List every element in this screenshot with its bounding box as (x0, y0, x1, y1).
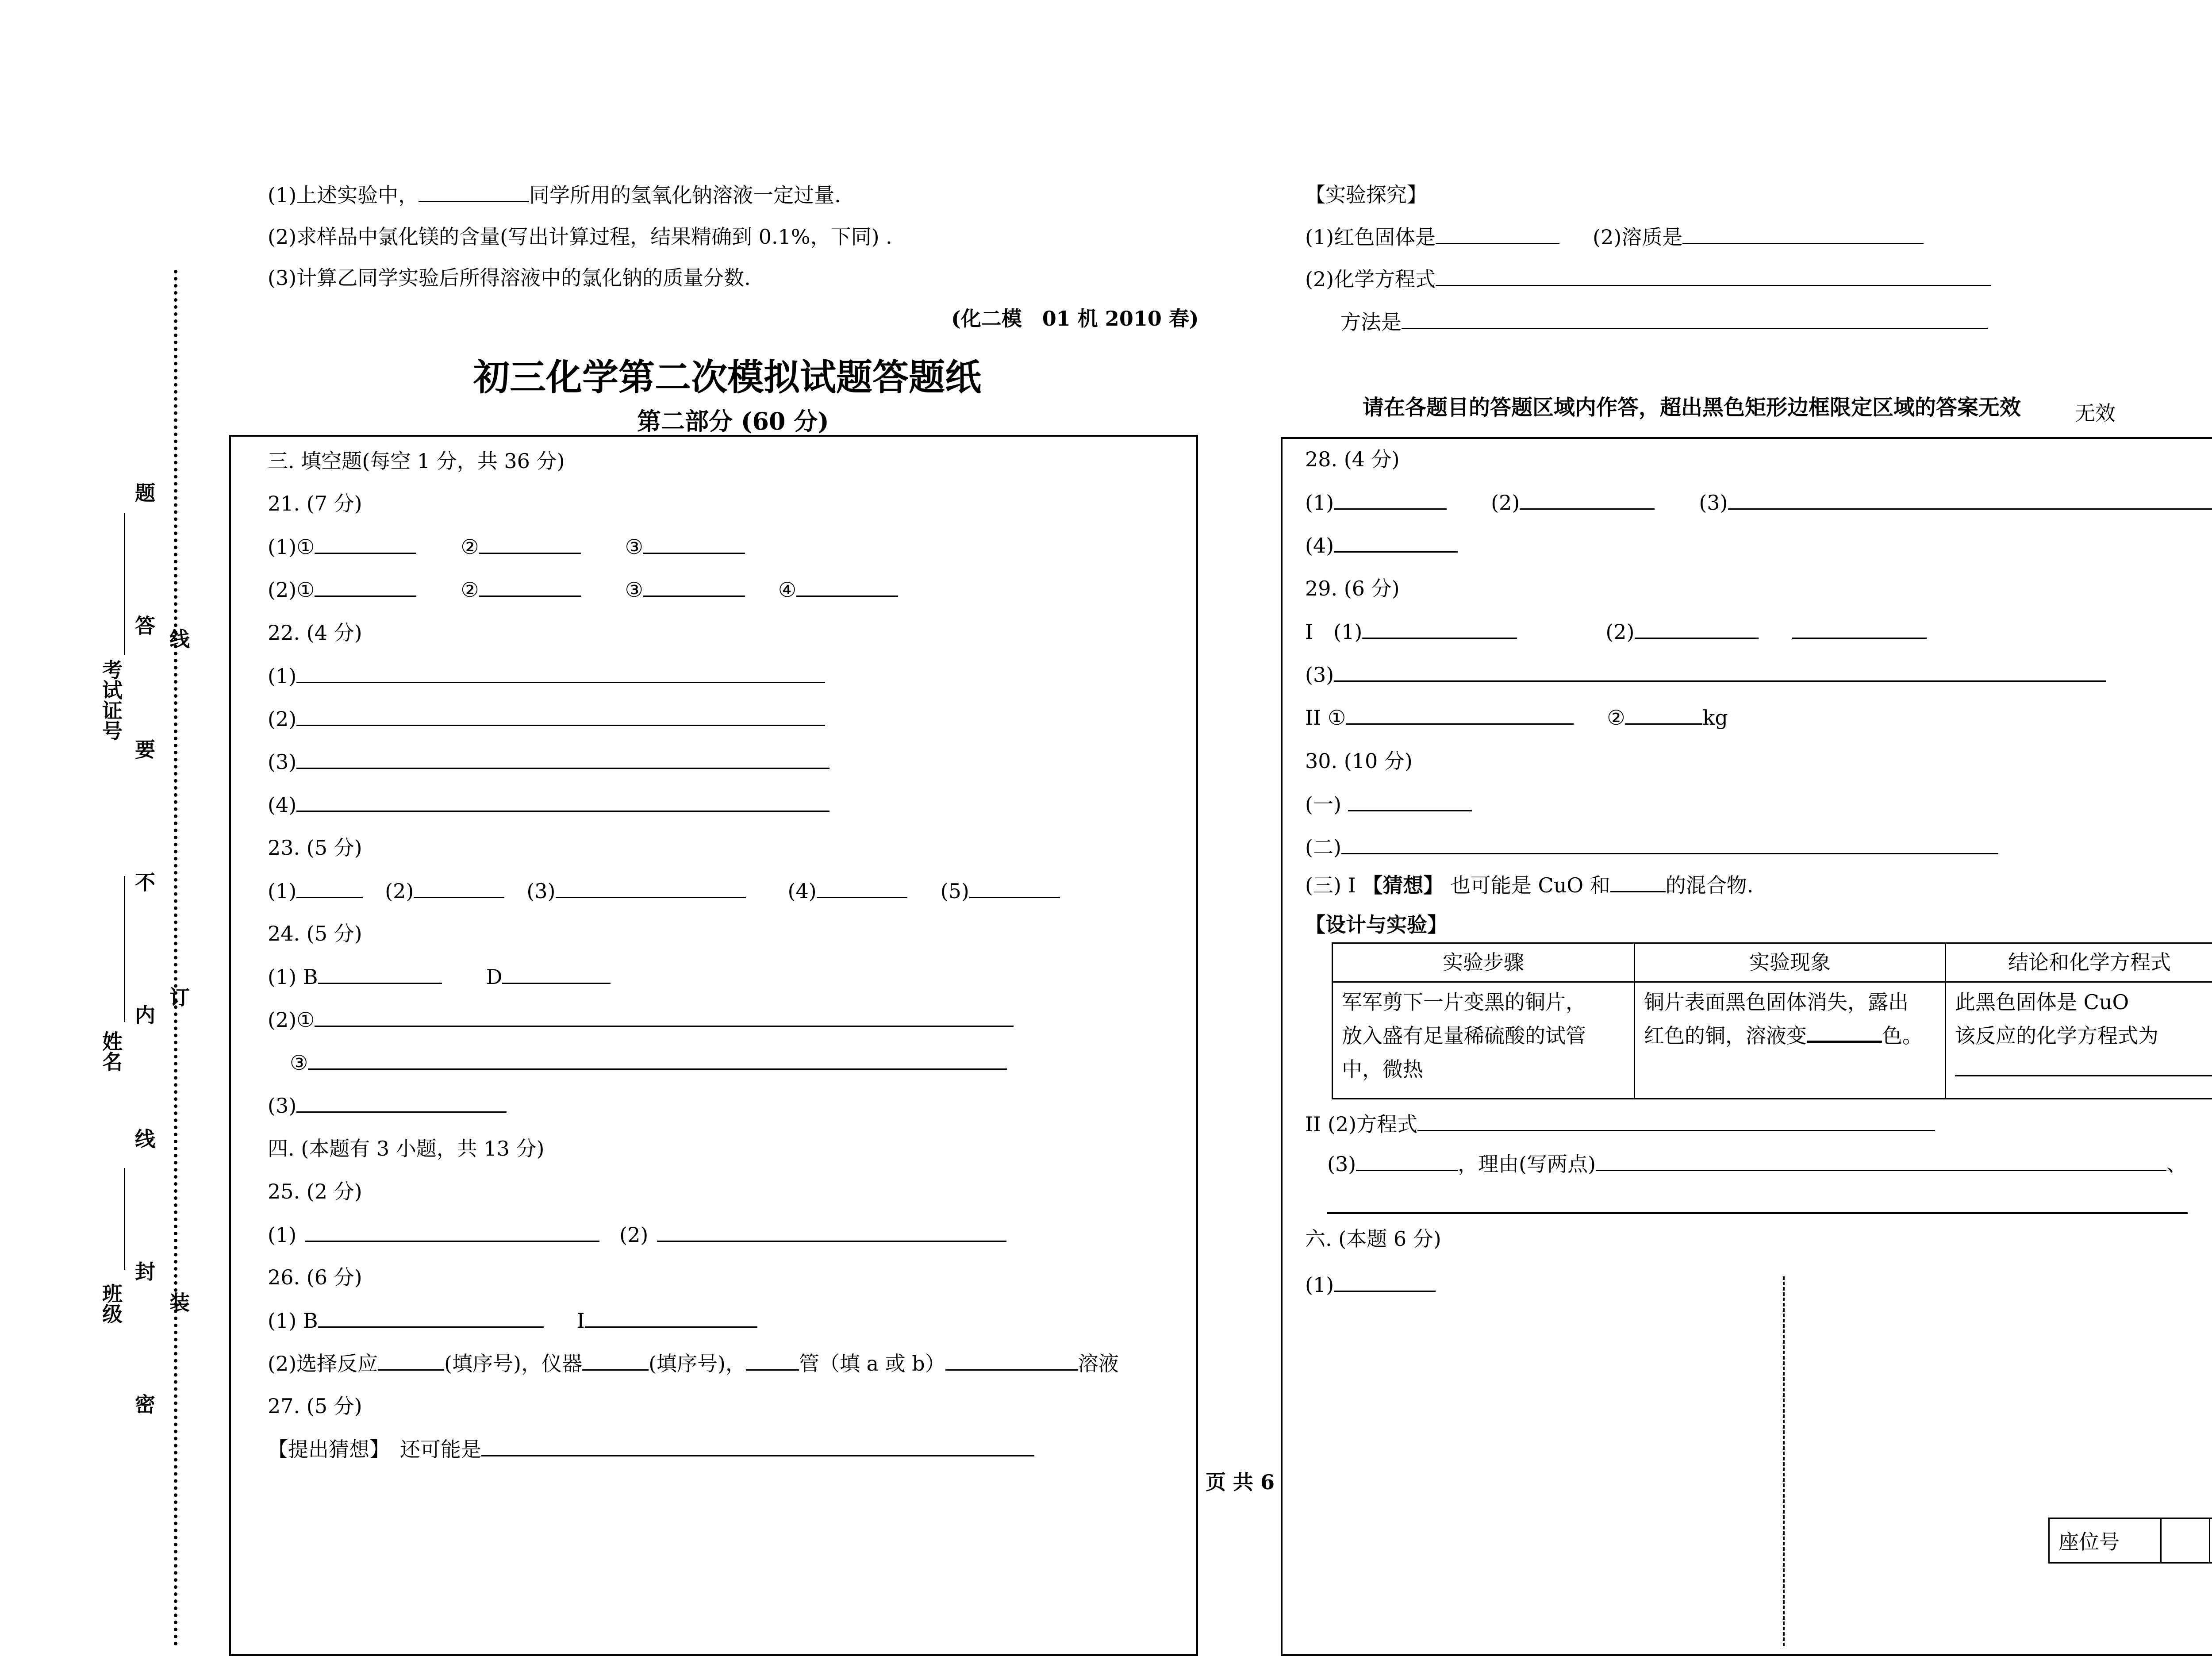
q6-row1: (1) (1305, 1271, 1436, 1298)
answer-blank[interactable] (1625, 704, 1702, 725)
seal-word: 答 (129, 615, 158, 635)
answer-blank[interactable] (318, 1307, 544, 1328)
answer-blank[interactable] (296, 748, 830, 769)
answer-blank[interactable] (657, 1221, 1006, 1242)
answer-area-divider (1783, 1276, 1785, 1646)
margin-class-label: 班级 (96, 1283, 126, 1324)
q22-line: (4) (268, 791, 830, 818)
right-top-row3: 方法是 (1340, 308, 1988, 335)
section-6-heading: 六. (本题 6 分) (1305, 1226, 1441, 1252)
answer-blank[interactable] (479, 576, 581, 597)
table-cell-conclusion: 此黑色固体是 CuO 该反应的化学方程式为 (1946, 982, 2212, 1099)
margin-exam-no-label: 考试证号 (96, 659, 126, 741)
q25-heading: 25. (2 分) (268, 1178, 362, 1205)
seal-word: 密 (129, 1394, 158, 1414)
answer-blank[interactable] (1334, 489, 1447, 510)
seat-label: 座位号 (2049, 1518, 2161, 1563)
answer-blank[interactable] (1436, 265, 1991, 286)
answer-blank[interactable] (1341, 834, 1998, 854)
q23-heading: 23. (5 分) (268, 834, 362, 861)
answer-blank[interactable] (796, 576, 898, 597)
q30-heading: 30. (10 分) (1305, 748, 1413, 774)
page-footer: 页 共 6 (1206, 1469, 1275, 1495)
margin-class-line (124, 1168, 125, 1270)
answer-blank[interactable] (1327, 1212, 2188, 1214)
q30-3-row: (3) ，理由(写两点) 、 (1327, 1150, 2187, 1177)
binding-dotted-line (174, 270, 177, 1646)
answer-blank[interactable] (585, 1307, 757, 1328)
answer-blank[interactable] (479, 533, 581, 554)
answer-blank[interactable] (414, 877, 504, 898)
q27-heading: 27. (5 分) (268, 1393, 362, 1419)
q24-row4: (3) (268, 1092, 507, 1119)
q29-heading: 29. (6 分) (1305, 575, 1400, 602)
table-header: 实验现象 (1635, 943, 1946, 982)
experiment-table (1332, 942, 2212, 1099)
q21-row1: (1)① ② ③ (268, 533, 745, 560)
q21-heading: 21. (7 分) (268, 490, 362, 517)
answer-blank[interactable] (1635, 618, 1759, 639)
answer-blank[interactable] (481, 1436, 1034, 1456)
notice-text: 请在各题目的答题区域内作答，超出黑色矩形边框限定区域的答案无效 (1363, 390, 2021, 421)
answer-blank[interactable] (1520, 489, 1655, 510)
left-top-q3: (3)计算乙同学实验后所得溶液中的氯化钠的质量分数. (268, 265, 751, 291)
seal-word: 封 (129, 1261, 158, 1281)
seat-cell[interactable] (2161, 1518, 2210, 1563)
seat-cell[interactable] (2210, 1518, 2212, 1563)
q23-row: (1) (2) (3) (4) (5) (268, 877, 1060, 904)
left-top-q1: (1)上述实验中， 同学所用的氢氧化钠溶液一定过量. (268, 181, 841, 208)
answer-blank[interactable] (1436, 223, 1559, 244)
answer-blank[interactable] (296, 705, 825, 726)
seat-number-box (2048, 1518, 2212, 1564)
table-header: 实验步骤 (1333, 943, 1635, 982)
seal-word: 题 (129, 482, 158, 503)
answer-blank[interactable] (502, 963, 611, 984)
q25-row: (1) (2) (268, 1221, 1006, 1248)
answer-blank[interactable] (643, 576, 745, 597)
q28-row4: (4) (1305, 532, 1458, 559)
q29-row-II: II ① ② kg (1305, 704, 1728, 731)
q27-row1: 【提出猜想】 还可能是 (268, 1436, 1034, 1463)
answer-blank[interactable] (556, 877, 746, 898)
q30-row-a: (一) (1305, 791, 1472, 818)
section-3-heading: 三. 填空题(每空 1 分，共 36 分) (268, 448, 565, 474)
q22-heading: 22. (4 分) (268, 619, 362, 646)
q26-row1: (1) B I (268, 1307, 757, 1334)
q24-row2: (2)① (268, 1006, 1014, 1033)
q22-line: (2) (268, 705, 825, 732)
seal-word: 线 (129, 1128, 158, 1149)
answer-blank[interactable] (315, 1006, 1014, 1027)
right-top-row1: (1)红色固体是 (2)溶质是 (1305, 223, 1924, 250)
q28-heading: 28. (4 分) (1305, 446, 1400, 473)
answer-blank[interactable] (746, 1350, 799, 1371)
answer-blank[interactable] (315, 533, 416, 554)
margin-exam-no-line (124, 513, 125, 655)
q30-row-c: (三) I 【猜想】 也可能是 CuO 和 的混合物. (1305, 872, 1753, 899)
left-answer-box (229, 435, 1198, 1656)
q26-heading: 26. (6 分) (268, 1264, 362, 1291)
q30-row-b: (二) (1305, 834, 1998, 861)
answer-blank[interactable] (1596, 1150, 2166, 1171)
answer-blank[interactable] (378, 1350, 444, 1371)
answer-blank[interactable] (817, 877, 907, 898)
answer-blank[interactable] (1402, 308, 1988, 329)
q22-line: (1) (268, 662, 825, 689)
answer-blank[interactable] (1334, 532, 1458, 553)
paper-code: (化二模 01 机 2010 春) (951, 305, 1199, 332)
seal-word: 不 (129, 872, 158, 892)
section-4-heading: 四. (本题有 3 小题，共 13 分) (268, 1135, 544, 1162)
answer-blank[interactable] (1610, 872, 1666, 892)
answer-blank[interactable] (305, 1221, 599, 1242)
q24-row3: ③ (290, 1049, 1007, 1076)
q24-row1: (1) B D (268, 963, 611, 990)
bind-word: 装 (164, 1292, 193, 1312)
design-heading: 【设计与实验】 (1305, 911, 1448, 938)
q24-heading: 24. (5 分) (268, 920, 362, 947)
page-subtitle: 第二部分 (60 分) (637, 403, 829, 437)
q28-row: (1) (2) (3) (1305, 489, 2212, 516)
answer-blank[interactable] (315, 576, 416, 597)
answer-blank[interactable] (1348, 791, 1472, 811)
answer-blank[interactable] (945, 1350, 1078, 1371)
answer-blank[interactable] (582, 1350, 649, 1371)
bind-word: 线 (164, 628, 193, 649)
answer-blank[interactable] (296, 662, 825, 683)
answer-blank[interactable] (419, 181, 529, 202)
q30-II2-row: II (2)方程式 (1305, 1110, 1935, 1137)
page-title: 初三化学第二次模拟试题答题纸 (473, 349, 981, 400)
answer-blank[interactable] (643, 533, 745, 554)
answer-blank[interactable] (1728, 489, 2212, 510)
seal-word: 要 (129, 739, 158, 759)
q26-row2: (2)选择反应 (填序号)，仪器 (填序号)， 管（填 a 或 b） 溶液 (268, 1350, 1119, 1377)
table-cell-phenomenon: 铜片表面黑色固体消失，露出 红色的铜，溶液变 色。 (1635, 982, 1946, 1099)
q21-row2: (2)① ② ③ ④ (268, 576, 898, 603)
q22-line: (3) (268, 748, 830, 775)
left-top-q2: (2)求样品中氯化镁的含量(写出计算过程，结果精确到 0.1%，下同) . (268, 223, 892, 250)
answer-blank[interactable] (1362, 618, 1517, 639)
answer-blank[interactable] (1346, 704, 1574, 725)
table-header: 结论和化学方程式 (1946, 943, 2212, 982)
answer-blank[interactable] (296, 877, 363, 898)
margin-name-line (124, 876, 125, 1022)
answer-blank[interactable] (1417, 1110, 1935, 1131)
answer-blank[interactable] (1792, 618, 1927, 639)
answer-blank[interactable] (1955, 1056, 2212, 1076)
answer-blank[interactable] (969, 877, 1060, 898)
answer-blank[interactable] (1807, 1021, 1882, 1043)
answer-blank[interactable] (1356, 1150, 1458, 1171)
right-top-row2: (2)化学方程式 (1305, 265, 1991, 292)
bind-word: 订 (164, 987, 193, 1007)
answer-blank[interactable] (308, 1049, 1007, 1070)
answer-blank[interactable] (1334, 1271, 1436, 1292)
right-top-heading: 【实验探究】 (1305, 181, 1427, 208)
answer-blank[interactable] (1334, 661, 2106, 682)
seal-word: 内 (129, 1004, 158, 1025)
q29-row3: (3) (1305, 661, 2106, 688)
answer-blank[interactable] (318, 963, 442, 984)
answer-blank[interactable] (1682, 223, 1924, 244)
table-cell-step: 军军剪下一片变黑的铜片， 放入盛有足量稀硫酸的试管 中，微热 (1333, 982, 1635, 1099)
notice-tail: 无效 (2075, 397, 2116, 426)
q29-row1: I (1) (2) (1305, 618, 1927, 645)
margin-name-label: 姓名 (96, 1031, 126, 1072)
answer-blank[interactable] (296, 791, 830, 812)
answer-blank[interactable] (296, 1092, 507, 1113)
